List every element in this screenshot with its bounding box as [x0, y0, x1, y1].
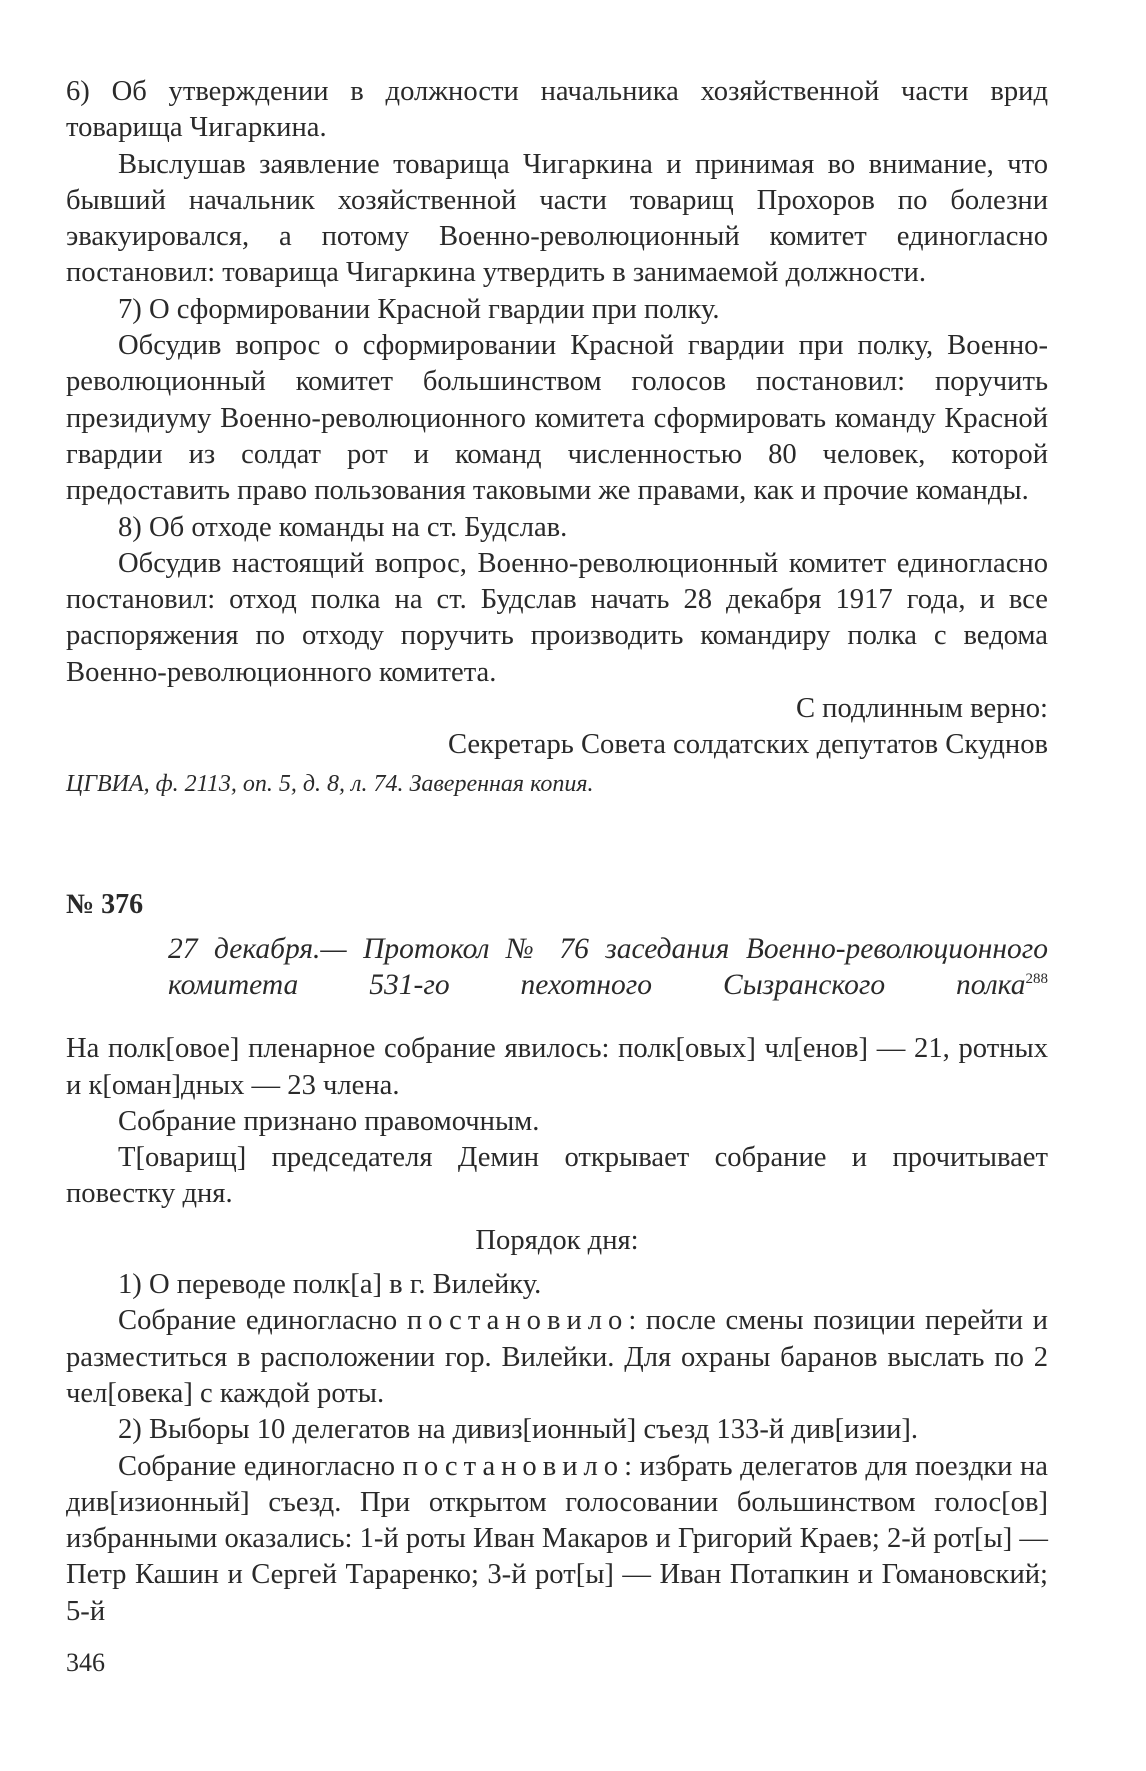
text-span: Собрание единогласно [118, 1305, 407, 1337]
spaced-keyword: постановило [406, 1305, 629, 1337]
footnote-ref: 288 [1025, 971, 1048, 988]
paragraph: 6) Об утверждении в должности начальника хозяйственной части врид товарища Чигаркина. [66, 76, 1048, 144]
document-title-text: 27 декабря.— Протокол № 76 заседания Военно-революционного комитета 531-го пехотного Сызранского полка [168, 932, 1048, 1001]
paragraph: 7) О сформировании Красной гвардии при полку. [118, 293, 720, 325]
paragraph: На полк[овое] пленарное собрание явилось: полк[овых] чл[енов] — 21, ротных и к[оман]дных — 23 члена. [66, 1033, 1048, 1101]
paragraph: Т[оварищ] председателя Демин открывает собрание и прочитывает повестку дня. [66, 1142, 1048, 1210]
paragraph: 8) Об отходе команды на ст. Будслав. [118, 511, 568, 543]
paragraph: Обсудив настоящий вопрос, Военно-революционный комитет единогласно постановил: отход полка на ст. Будслав начать 28 декабря 1917 года, и все распоряжения по отходу поручить производить командиру полка с ведома Военно-революционного комитета. [66, 547, 1048, 688]
agenda-item: 2) Выборы 10 делегатов на дивиз[ионный] съезд 133-й див[изии]. [118, 1414, 919, 1446]
page-number: 346 [66, 1648, 105, 1677]
paragraph: Выслушав заявление товарища Чигаркина и принимая во внимание, что бывший начальник хозяйственной части товарищ Прохоров по болезни эвакуировался, а потому Военно-революционный комитет единогласно постановил: товарища Чигаркина утвердить в занимаемой должности. [66, 148, 1048, 289]
document-number: № 376 [66, 888, 144, 920]
text-span: : после смены позиции перейти и разместиться в расположении гор. Вилейки. Для охраны баранов выслать по 2 чел[овека] с каждой роты. [66, 1305, 1048, 1409]
paragraph: Обсудив вопрос о сформировании Красной гвардии при полку, Военно-революционный комитет большинством голосов постановил: поручить президиуму Военно-революционного комитета сформировать команду Красной гвардии из солдат рот и команд численностью 80 человек, которой предоставить право пользования таковыми же правами, как и прочие команды. [66, 330, 1048, 507]
agenda-item: 1) О переводе полк[а] в г. Вилейку. [118, 1269, 542, 1301]
archival-source: ЦГВИА, ф. 2113, оп. 5, д. 8, л. 74. Заверенная копия. [66, 770, 594, 797]
signature: Секретарь Совета солдатских депутатов Скуднов [447, 729, 1048, 761]
text-span: Собрание единогласно [118, 1450, 403, 1482]
certified-note: С подлинным верно: [795, 693, 1048, 725]
document-page [66, 74, 1048, 1630]
document-title [66, 931, 1048, 1004]
agenda-heading: Порядок дня: [475, 1224, 639, 1256]
text-span: : избрать делегатов для поездки на див[изионный] съезд. При открытом голосовании большинством голос[ов] избранными оказались: 1-й роты Иван Макаров и Григорий Краев; 2-й рот[ы] — Петр Кашин и Сергей Тараренко; 3-й рот[ы] — Иван Потапкин и Гомановский; 5-й [66, 1450, 1048, 1627]
paragraph: Собрание признано правомочным. [118, 1105, 540, 1137]
paragraph [66, 1449, 1048, 1630]
spaced-keyword: постановило [402, 1450, 625, 1482]
paragraph [66, 1303, 1048, 1412]
